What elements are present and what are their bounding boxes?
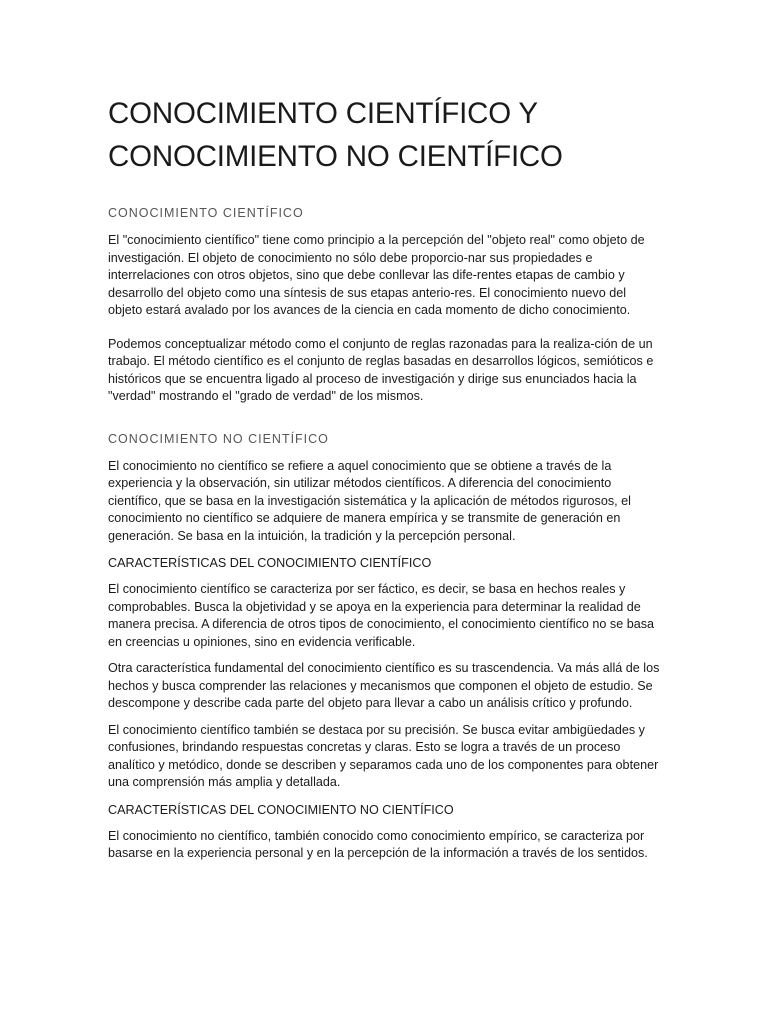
paragraph: El "conocimiento científico" tiene como principio a la percepción del "objeto real" como objeto de investigación. El objeto de conocimiento no sólo debe proporcio-nar sus propiedades e interrelaciones con otros objetos, sino que debe conllevar las dife-rentes etapas de cambio y desarrollo del objeto como una síntesis de sus etapas anterio-res. El conocimiento nuevo del objeto estará avalado por los avances de la ciencia en cada momento de dicho conocimiento. bbox=[108, 233, 645, 317]
paragraph: El conocimiento científico también se destaca por su precisión. Se busca evitar ambigüedades y confusiones, brindando respuestas concretas y claras. Esto se logra a través de un proceso analítico y metódico, donde se describen y separamos cada uno de los componentes para obtener una comprensión más amplia y detallada. bbox=[108, 722, 659, 789]
section-conocimiento-no-cientifico bbox=[108, 430, 660, 546]
title-line-1: CONOCIMIENTO CIENTÍFICO Y bbox=[108, 97, 538, 130]
paragraph: El conocimiento no científico se refiere a aquel conocimiento que se obtiene a través de la experiencia y la observación, sin utilizar métodos científicos. A diferencia del conocimiento científico, que se basa en la investigación sistemática y la aplicación de métodos rigurosos, el conocimiento no científico se adquiere de manera empírica y se transmite de generación en generación. Se basa en la intuición, la tradición y la percepción personal. bbox=[108, 458, 631, 543]
document-page bbox=[108, 92, 660, 872]
section-heading: CONOCIMIENTO CIENTÍFICO bbox=[108, 206, 304, 220]
section-heading: CONOCIMIENTO NO CIENTÍFICO bbox=[108, 431, 329, 446]
paragraph: Podemos conceptualizar método como el conjunto de reglas razonadas para la realiza-ción de un trabajo. El método científico es el conjunto de reglas basadas en desarrollos lógicos, semióticos e históricos que se encuentra ligado al proceso de investigación y dirige sus enunciados hacia la "verdad" mostrando el "grado de verdad" de los mismos. bbox=[108, 336, 654, 403]
paragraph: El conocimiento no científico, también conocido como conocimiento empírico, se caracteriza por basarse en la experiencia personal y en la percepción de la información a través de los sentidos. bbox=[108, 828, 648, 860]
section-caracteristicas-no-cientifico bbox=[108, 801, 660, 863]
title-line-2: CONOCIMIENTO NO CIENTÍFICO bbox=[108, 140, 563, 173]
section-caracteristicas-cientifico bbox=[108, 554, 660, 792]
document-title bbox=[108, 92, 660, 178]
paragraph: Otra característica fundamental del conocimiento científico es su trascendencia. Va más allá de los hechos y busca comprender las relaciones y mecanismos que componen el objeto de estudio. Se descompone y describe cada parte del objeto para llevar a cabo un análisis crítico y profundo. bbox=[108, 661, 660, 710]
section-conocimiento-cientifico bbox=[108, 204, 660, 406]
paragraph: El conocimiento científico se caracteriza por ser fáctico, es decir, se basa en hechos reales y comprobables. Busca la objetividad y se apoya en la experiencia para determinar la realidad de manera precisa. A diferencia de otros tipos de conocimiento, el conocimiento científico no se basa en creencias u opiniones, sino en evidencia verificable. bbox=[108, 582, 655, 649]
subsection-heading: CARACTERÍSTICAS DEL CONOCIMIENTO NO CIENTÍFICO bbox=[108, 802, 454, 817]
subsection-heading: CARACTERÍSTICAS DEL CONOCIMIENTO CIENTÍFICO bbox=[108, 556, 432, 570]
